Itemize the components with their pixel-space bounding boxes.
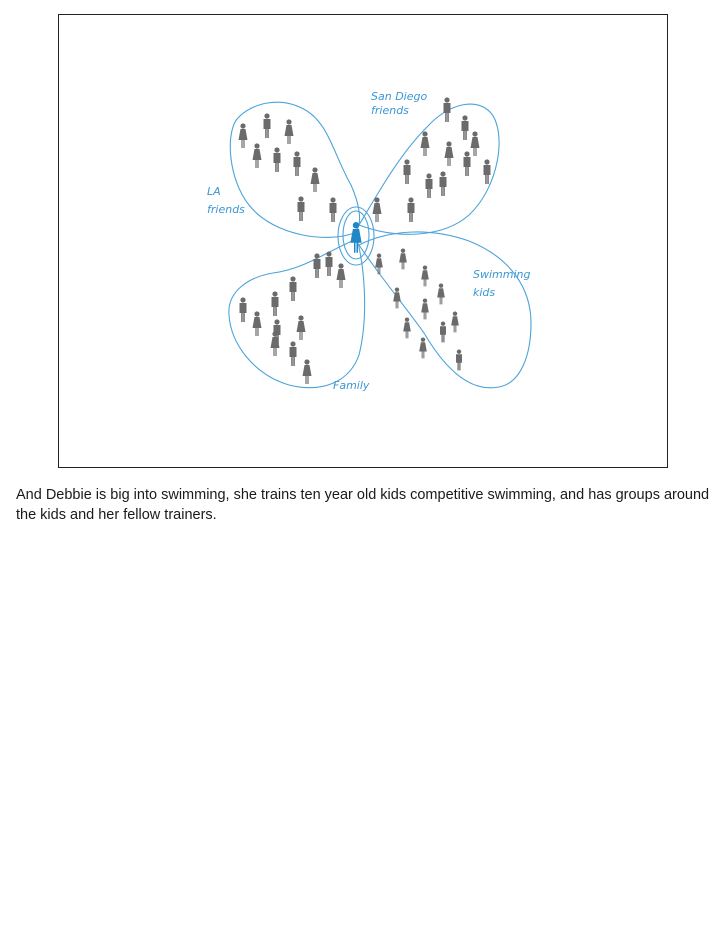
san-diego-friend-person-icon — [462, 115, 469, 140]
swimming-kid-person-icon — [403, 317, 411, 338]
la-friend-person-icon — [239, 123, 248, 148]
swimming-kid-person-icon — [421, 265, 429, 286]
san-diego-friend-person-icon — [404, 159, 411, 184]
family-outline — [229, 239, 365, 388]
swimming-kid-person-icon — [440, 321, 446, 342]
la-friend-person-icon — [311, 167, 320, 192]
label-san-diego-line2: friends — [371, 104, 409, 117]
la-friend-person-icon — [274, 147, 281, 172]
family-member-person-icon — [297, 315, 306, 340]
swimming-kid-person-icon — [456, 349, 462, 370]
slide-caption: And Debbie is big into swimming, she trains ten year old kids competitive swimming, and has groups around the kids and her fellow trainers. — [16, 487, 710, 523]
slide — [58, 14, 668, 468]
swimming-kid-person-icon — [421, 298, 429, 319]
label-san-diego-line1: San Diego — [371, 90, 428, 103]
swimming-kid-person-icon — [393, 287, 401, 308]
swimming-kid-person-icon — [375, 253, 383, 274]
la-friend-person-icon — [253, 143, 262, 168]
san-diego-friend-person-icon — [440, 171, 447, 196]
family-member-person-icon — [240, 297, 247, 322]
label-swimming-line1: Swimming — [473, 268, 531, 281]
family-member-person-icon — [303, 359, 312, 384]
label-la-line2: friends — [207, 203, 245, 216]
la-friend-person-icon — [285, 119, 294, 144]
swimming-kid-person-icon — [399, 248, 407, 269]
swimming-kid-person-icon — [419, 337, 427, 358]
label-family: Family — [333, 379, 370, 392]
san-diego-friend-person-icon — [421, 131, 430, 156]
label-swimming-line2: kids — [473, 286, 496, 299]
la-friend-person-icon — [298, 196, 305, 221]
swimming-kid-person-icon — [451, 311, 459, 332]
family-member-person-icon — [337, 263, 346, 288]
la-friend-person-icon — [294, 151, 301, 176]
san-diego-friend-person-icon — [426, 173, 433, 198]
family-member-person-icon — [272, 291, 279, 316]
san-diego-friend-person-icon — [484, 159, 491, 184]
san-diego-friend-person-icon — [471, 131, 480, 156]
swimming-kid-person-icon — [437, 283, 445, 304]
swimming-kids-outline — [359, 232, 531, 388]
san-diego-friend-person-icon — [445, 141, 454, 166]
san-diego-friend-person-icon — [444, 97, 451, 122]
family-member-person-icon — [326, 251, 333, 276]
san-diego-friend-person-icon — [464, 151, 471, 176]
la-friends-outline — [230, 102, 359, 237]
san-diego-friends-outline — [359, 104, 499, 234]
la-friend-person-icon — [330, 197, 337, 222]
social-groups-diagram — [59, 15, 669, 469]
san-diego-friend-person-icon — [408, 197, 415, 222]
family-member-person-icon — [253, 311, 262, 336]
family-member-person-icon — [290, 276, 297, 301]
debbie-person-icon — [350, 222, 361, 253]
family-member-person-icon — [290, 341, 297, 366]
la-friend-person-icon — [264, 113, 271, 138]
label-la-line1: LA — [207, 185, 221, 198]
